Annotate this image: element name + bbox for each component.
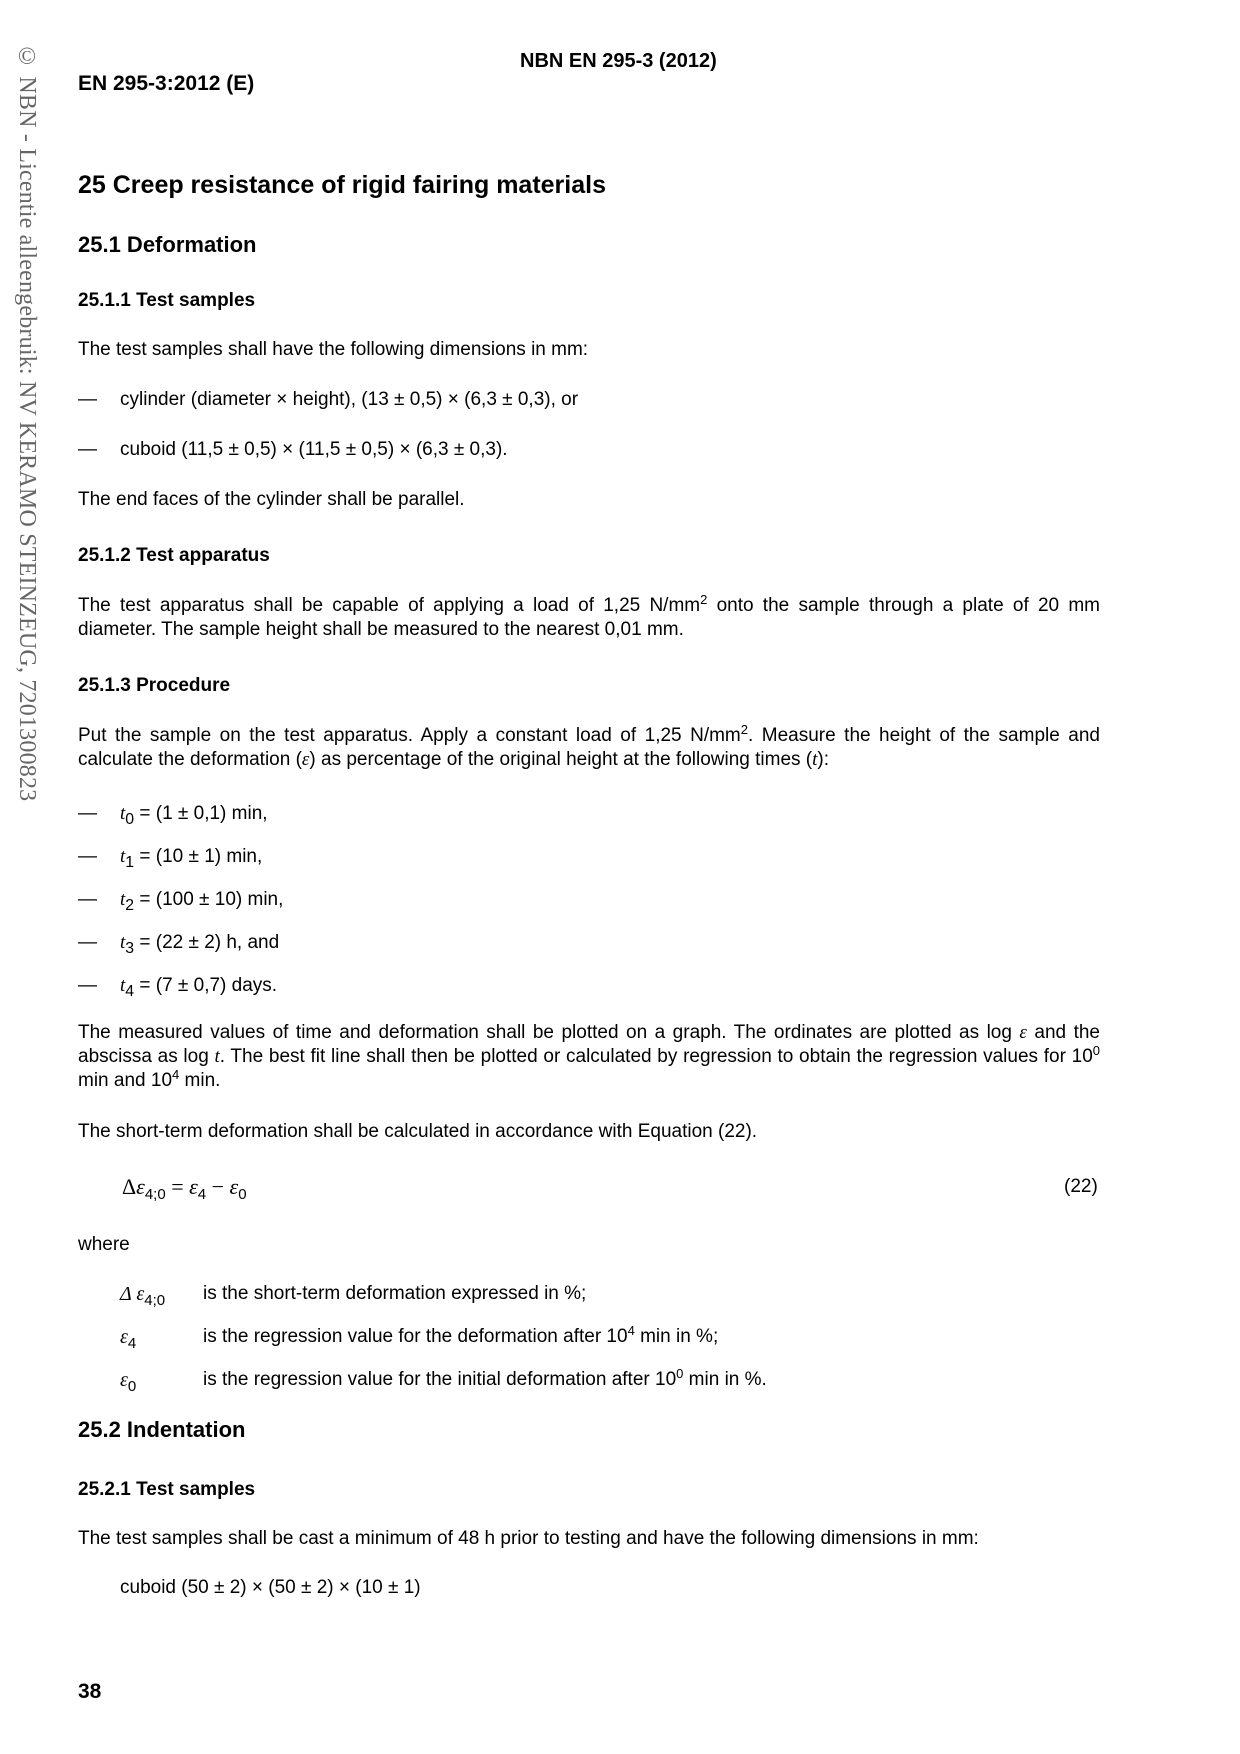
delta-symbol: Δ	[122, 1174, 137, 1199]
paragraph-text: ) as percentage of the original height at the following times (	[309, 749, 813, 770]
time-symbol: t	[120, 846, 126, 867]
equation-number: (22)	[1064, 1176, 1098, 1197]
test-samples-heading: 25.1.1 Test samples	[78, 290, 256, 311]
test-apparatus-heading: 25.1.2 Test apparatus	[78, 545, 270, 566]
header-standard-nbn: NBN EN 295-3 (2012)	[520, 50, 717, 72]
copyright-watermark: © NBN - Licentie alleengebruik: NV KERAMO STEINZEUG, 7201300823	[14, 44, 40, 802]
definition-symbol	[120, 1283, 166, 1309]
dash-bullet: —	[78, 975, 97, 996]
paragraph-text: and the abscissa as log	[78, 1022, 1101, 1067]
list-item	[0, 932, 1240, 960]
list-item	[0, 975, 1240, 1003]
epsilon-symbol: ε	[1019, 1022, 1027, 1043]
subscript: 0	[125, 811, 135, 828]
epsilon-symbol: ε	[136, 1174, 145, 1199]
list-item	[0, 439, 1240, 465]
list-item-text: cuboid (11,5 ± 0,5) × (11,5 ± 0,5) × (6,3 ± 0,3).	[120, 439, 508, 460]
procedure-paragraph	[78, 724, 1100, 772]
definition-text	[203, 1323, 719, 1348]
test-apparatus-paragraph	[78, 594, 1100, 642]
superscript: 2	[740, 722, 748, 737]
section-title: 25 Creep resistance of rigid fairing materials	[78, 171, 606, 199]
test-samples-intro: The test samples shall have the following dimensions in mm:	[78, 339, 589, 360]
where-label: where	[78, 1234, 130, 1255]
subscript: 4;0	[144, 1292, 166, 1309]
page-number: 38	[78, 1680, 102, 1703]
end-faces-text: The end faces of the cylinder shall be parallel.	[78, 489, 465, 510]
definition-text	[203, 1366, 767, 1391]
paragraph-text: is the regression value for the initial deformation after 10	[203, 1369, 677, 1390]
subsection-indentation-heading: 25.2 Indentation	[78, 1417, 246, 1442]
superscript: 4	[627, 1323, 635, 1338]
subscript: 4	[127, 1335, 137, 1352]
paragraph-text: The test apparatus shall be capable of applying a load of 1,25 N/mm	[78, 595, 701, 616]
superscript: 0	[676, 1366, 684, 1381]
subscript: 2	[125, 897, 135, 914]
definition-symbol	[120, 1326, 137, 1352]
list-item-text	[120, 932, 280, 957]
symbol-text: ε	[120, 1369, 128, 1391]
time-symbol: t	[120, 932, 126, 953]
regression-paragraph	[78, 1021, 1100, 1093]
superscript: 0	[1092, 1043, 1100, 1058]
subscript: 3	[125, 940, 135, 957]
list-item	[0, 803, 1240, 831]
time-symbol: t	[120, 803, 126, 824]
paragraph-text: min in %;	[634, 1326, 719, 1347]
equation-22	[122, 1174, 247, 1203]
epsilon-symbol: ε	[301, 749, 310, 770]
list-item-text	[120, 975, 278, 1000]
definition-symbol	[120, 1369, 137, 1395]
list-item-text	[120, 889, 284, 914]
dash-bullet: —	[78, 389, 97, 410]
indentation-samples-heading: 25.2.1 Test samples	[78, 1479, 256, 1500]
dash-bullet: —	[78, 803, 97, 824]
definition-text: is the short-term deformation expressed in %;	[203, 1283, 587, 1304]
paragraph-text: Put the sample on the test apparatus. Apply a constant load of 1,25 N/mm	[78, 725, 741, 746]
paragraph-text: is the regression value for the deformation after 10	[203, 1326, 628, 1347]
list-item-text	[120, 803, 268, 828]
time-symbol: t	[120, 889, 126, 910]
subscript: 4	[197, 1186, 207, 1203]
paragraph-text: min and 10	[78, 1070, 173, 1091]
subscript: 4	[125, 983, 135, 1000]
paragraph-text: onto the sample through a plate of 20 mm diameter. The sample height shall be measured to the nearest 0,01 mm.	[78, 595, 1100, 640]
symbol-text: Δ ε	[120, 1283, 145, 1305]
paragraph-text: ):	[817, 749, 830, 770]
dash-bullet: —	[78, 932, 97, 953]
subscript: 4;0	[144, 1186, 166, 1203]
dash-bullet: —	[78, 889, 97, 910]
list-item	[0, 389, 1240, 415]
subscript: 0	[127, 1378, 137, 1395]
subsection-deformation-heading: 25.1 Deformation	[78, 232, 257, 257]
equation-intro: The short-term deformation shall be calculated in accordance with Equation (22).	[78, 1121, 758, 1142]
list-item-text	[120, 846, 263, 871]
procedure-heading: 25.1.3 Procedure	[78, 675, 231, 696]
paragraph-text: The measured values of time and deformation shall be plotted on a graph. The ordinates are plotted as log	[78, 1022, 1020, 1043]
superscript: 2	[700, 592, 708, 607]
header-standard-en: EN 295-3:2012 (E)	[78, 72, 255, 95]
superscript: 4	[172, 1067, 180, 1082]
paragraph-text: . Measure the height of the sample and calculate the deformation (	[78, 725, 1100, 770]
indentation-cuboid-dimensions: cuboid (50 ± 2) × (50 ± 2) × (10 ± 1)	[120, 1577, 421, 1598]
epsilon-symbol: ε	[229, 1174, 239, 1199]
epsilon-symbol: ε	[189, 1174, 198, 1199]
symbol-text: ε	[120, 1326, 128, 1348]
equals-operator: =	[165, 1174, 190, 1199]
indentation-samples-text: The test samples shall be cast a minimum of 48 h prior to testing and have the following dimensions in mm:	[78, 1528, 979, 1549]
time-symbol: t	[120, 975, 126, 996]
time-symbol: t	[812, 749, 818, 770]
dash-bullet: —	[78, 846, 97, 867]
list-item-text: cylinder (diameter × height), (13 ± 0,5) × (6,3 ± 0,3), or	[120, 389, 579, 410]
subscript: 0	[238, 1186, 247, 1203]
dash-bullet: —	[78, 439, 97, 460]
paragraph-text: min.	[179, 1070, 221, 1091]
time-value: = (22 ± 2) h, and	[134, 932, 280, 953]
paragraph-text: min in %.	[683, 1369, 767, 1390]
time-value: = (100 ± 10) min,	[134, 889, 284, 910]
list-item	[0, 846, 1240, 874]
time-value: = (10 ± 1) min,	[134, 846, 263, 867]
subscript: 1	[125, 854, 135, 871]
time-symbol: t	[214, 1046, 220, 1067]
minus-operator: −	[206, 1174, 230, 1199]
time-value: = (7 ± 0,7) days.	[134, 975, 278, 996]
time-value: = (1 ± 0,1) min,	[134, 803, 268, 824]
list-item	[0, 889, 1240, 917]
paragraph-text: . The best fit line shall then be plotted or calculated by regression to obtain the regression values for 10	[219, 1046, 1093, 1067]
